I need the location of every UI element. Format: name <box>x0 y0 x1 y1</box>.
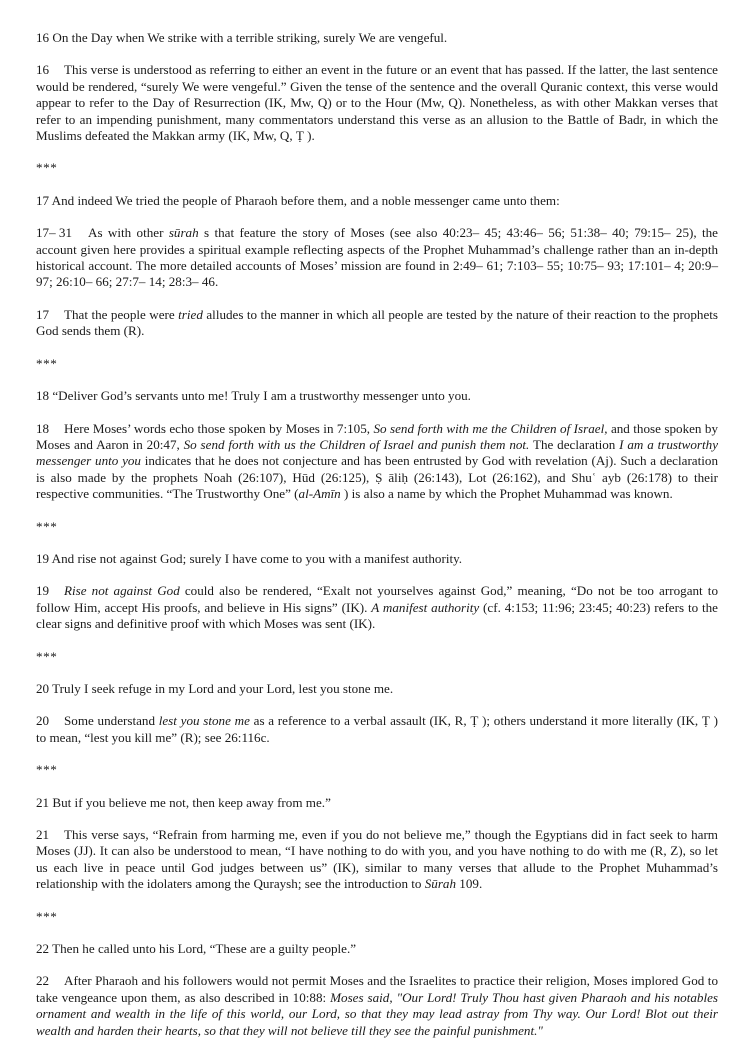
commentary-22 <box>36 973 718 1039</box>
commentary-number: 18 <box>36 420 50 436</box>
page-content <box>36 30 718 1039</box>
commentary-number: 17– 31 <box>36 225 73 241</box>
commentary-18 <box>36 421 718 503</box>
verse-20: 20 Truly I seek refuge in my Lord and your Lord, lest you stone me. <box>36 680 394 696</box>
commentary-number: 21 <box>36 827 50 842</box>
commentary-number: 19 <box>36 583 50 599</box>
verse-21: 21 But if you believe me not, then keep away from me.” <box>36 794 331 810</box>
commentary-text: Rise not against God could also be rendered, “Exalt not yourselves against God,” meaning, “Do not be too arrogant to follow Him, accept His proofs, and believe in His signs” (IK). A manifest authority (cf. 4:153; 11:96; 23:45; 40:23) refers to the clear signs and definitive proof with which Moses was sent (IK). <box>36 583 718 632</box>
verse-17: 17 And indeed We tried the people of Pharaoh before them, and a noble messenger came unto them: <box>36 192 560 208</box>
section-separator-6: *** <box>36 908 58 924</box>
commentary-text: Some understand lest you stone me as a reference to a verbal assault (IK, R, Ṭ ); others understand it more literally (IK, Ṭ ) to mean, “lest you kill me” (R); see 26:116c. <box>36 713 719 745</box>
commentary-number: 16 <box>36 62 50 78</box>
commentary-17 <box>36 307 718 340</box>
section-separator-4: *** <box>36 648 58 664</box>
section-separator-2: *** <box>36 355 58 371</box>
commentary-17-31 <box>36 225 718 291</box>
verse-19: 19 And rise not against God; surely I have come to you with a manifest authority. <box>36 550 463 566</box>
commentary-text: After Pharaoh and his followers would not permit Moses and the Israelites to practice their religion, Moses implored God to take vengeance upon them, as also described in 10:88: Moses said, "Our Lord! Truly Thou hast given Pharaoh and his notables ornament and wealth in the life of this world, our Lord, so that they may lead astray from Thy way. Our Lord! Blot out their wealth and harden their hearts, so that they will not believe till they see the painful punishment." <box>36 973 718 1038</box>
commentary-21 <box>36 827 718 893</box>
section-separator-5: *** <box>36 762 58 778</box>
verse-16: 16 On the Day when We strike with a terrible striking, surely We are vengeful. <box>36 30 448 45</box>
commentary-text: Here Moses’ words echo those spoken by Moses in 7:105, So send forth with me the Children of Israel, and those spoken by Moses and Aaron in 20:47, So send forth with us the Children of Israel and punish them not. The declaration I am a trustworthy messenger unto you indicates that he does not conjecture and has been entrusted by God with revelation (Aj). Such a declaration is also made by the prophets Noah (26:107), Hūd (26:125), Ṣ āliḥ (26:143), Lot (26:162), and Shuʿ ayb (26:178) to their respective communities. “The Trustworthy One” (al-Amīn ) is also a name by which the Prophet Muhammad was known. <box>36 420 719 502</box>
commentary-19 <box>36 583 718 632</box>
verse-22: 22 Then he called unto his Lord, “These are a guilty people.” <box>36 941 357 957</box>
section-separator-3: *** <box>36 518 58 534</box>
commentary-text: This verse says, “Refrain from harming me, even if you do not believe me,” though the Egyptians did in fact seek to harm Moses (JJ). It can also be understood to mean, “I have nothing to do with you, and you have nothing to do with me (R, Z), so let us each live in peace until God judges between us” (IK), similar to many verses that allude to the Prophet Muhammad’s relationship with the idolaters among the Quraysh; see the introduction to Sūrah 109. <box>36 827 718 892</box>
verse-18: 18 “Deliver God’s servants unto me! Truly I am a trustworthy messenger unto you. <box>36 388 471 404</box>
commentary-20 <box>36 713 718 746</box>
commentary-text: As with other sūrah s that feature the story of Moses (see also 40:23– 45; 43:46– 56; 51:38– 40; 79:15– 25), the account given here provides a spiritual example reflecting aspects of the Prophet Muhammad’s challenge rather than an in-depth historical account. The more detailed accounts of Moses’ mission are found in 2:49– 61; 7:103– 55; 10:75– 93; 17:101– 4; 20:9– 97; 26:10– 66; 27:7– 14; 28:3– 46. <box>36 225 718 290</box>
section-separator-1: *** <box>36 160 58 176</box>
commentary-number: 20 <box>36 713 50 729</box>
commentary-16 <box>36 62 718 144</box>
commentary-number: 22 <box>36 973 50 989</box>
commentary-text: This verse is understood as referring to either an event in the future or an event that has passed. If the latter, the last sentence would be rendered, “surely We were vengeful.” Given the tense of the sentence and the overall Quranic context, this verse would appear to refer to the Day of Resurrection (IK, Mw, Q) or to the Hour (Mw, Q). Nonetheless, as with other Makkan verses that refer to an impending punishment, many commentators understand this verse as an allusion to the Battle of Badr, in which the Muslims defeated the Makkan army (IK, Mw, Q, Ṭ ). <box>36 62 718 144</box>
commentary-text: That the people were tried alludes to the manner in which all people are tested by the nature of their reaction to the prophets God sends them (R). <box>36 306 718 339</box>
commentary-number: 17 <box>36 306 50 322</box>
